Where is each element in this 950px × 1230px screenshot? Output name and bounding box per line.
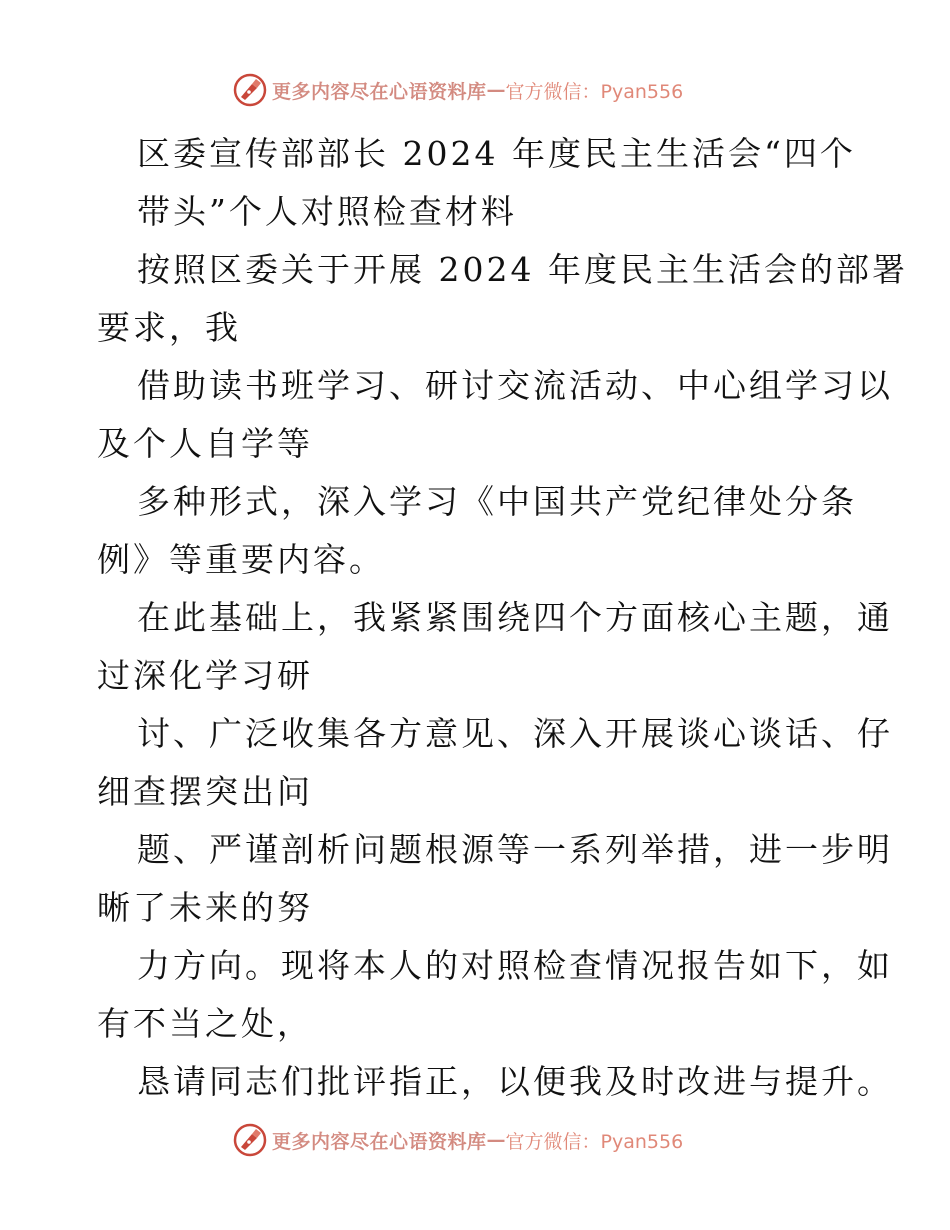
document-body	[97, 125, 908, 1111]
pen-nib-icon	[232, 1122, 268, 1158]
header-watermark	[232, 70, 683, 110]
paragraph-line: 在此基础上，我紧紧围绕四个方面核心主题，通	[137, 598, 893, 637]
paragraph-line: 及个人自学等	[97, 424, 313, 463]
paragraph-line: 细查摆突出问	[97, 772, 313, 811]
paragraph-line: 讨、广泛收集各方意见、深入开展谈心谈话、仔	[137, 714, 893, 753]
paragraph-line: 按照区委关于开展 2024 年度民主生活会的部署	[137, 250, 908, 289]
watermark-separator: —	[486, 1129, 506, 1151]
paragraph-line: 力方向。现将本人的对照检查情况报告如下，如	[137, 946, 893, 985]
watermark-sub-text: 官方微信：Pyan556	[505, 1130, 684, 1153]
watermark-sub-text: 官方微信：Pyan556	[505, 80, 684, 103]
paragraph-line: 多种形式，深入学习《中国共产党纪律处分条	[137, 482, 857, 521]
watermark-main-text: 更多内容尽在心语资料库	[272, 80, 487, 103]
watermark-separator: —	[486, 79, 506, 101]
paragraph-line: 借助读书班学习、研讨交流活动、中心组学习以	[137, 366, 893, 405]
watermark-main-text: 更多内容尽在心语资料库	[272, 1130, 487, 1153]
title-line-2: 带头”个人对照检查材料	[137, 192, 517, 231]
paragraph-line: 有不当之处，	[97, 1004, 313, 1043]
pen-nib-icon	[232, 72, 268, 108]
footer-watermark	[232, 1120, 683, 1160]
paragraph-line: 题、严谨剖析问题根源等一系列举措，进一步明	[137, 830, 893, 869]
paragraph-line: 恳请同志们批评指正，以便我及时改进与提升。	[137, 1062, 893, 1101]
paragraph-line: 要求，我	[97, 308, 241, 347]
paragraph-line: 晰了未来的努	[97, 888, 313, 927]
paragraph-line: 例》等重要内容。	[97, 540, 385, 579]
paragraph-line: 过深化学习研	[97, 656, 313, 695]
title-line-1: 区委宣传部部长 2024 年度民主生活会“四个	[137, 134, 856, 173]
